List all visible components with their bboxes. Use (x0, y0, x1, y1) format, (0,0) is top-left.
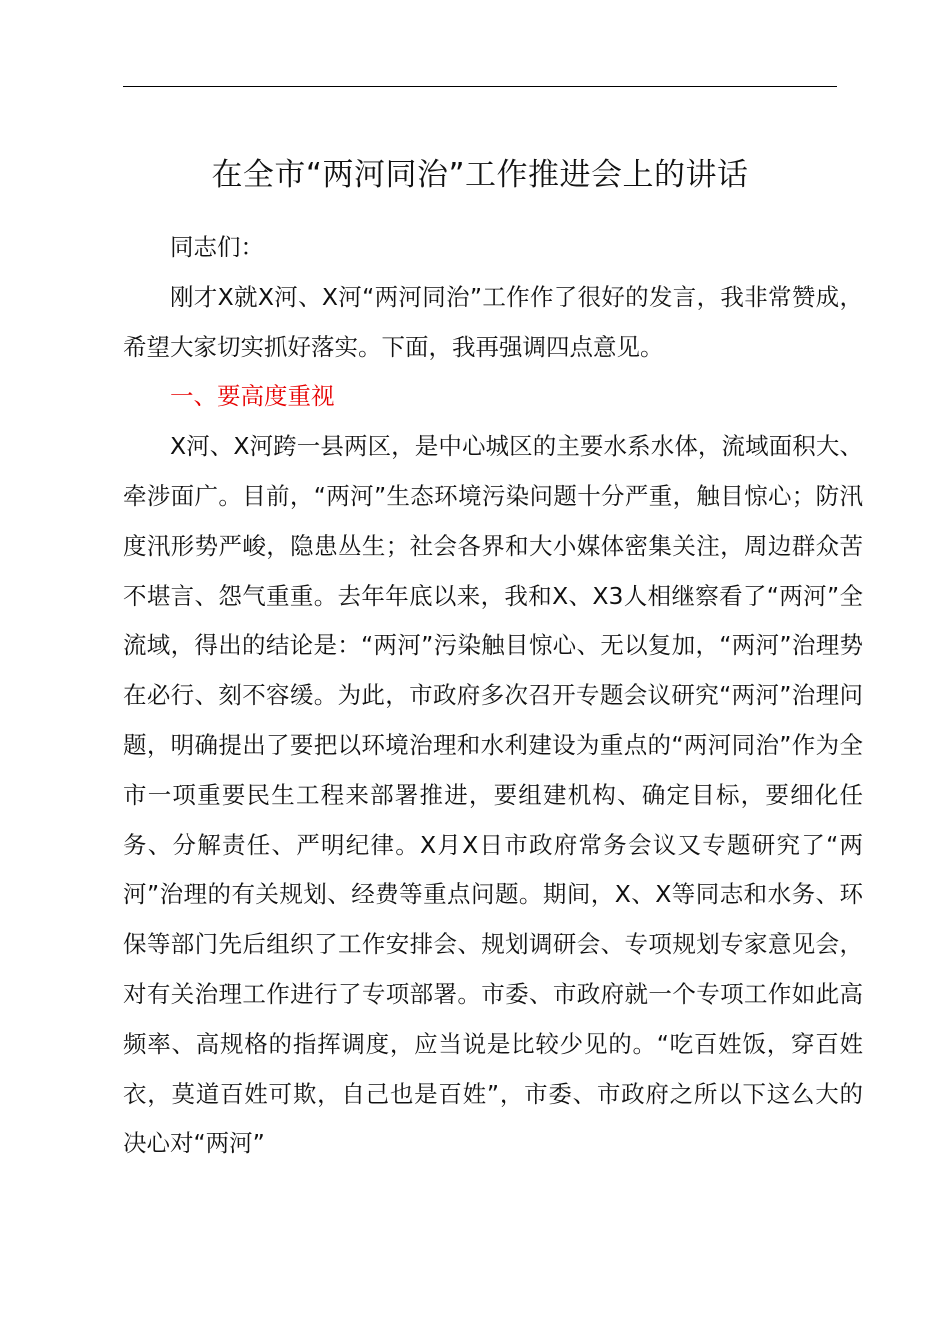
section-heading: 一、要高度重视 (170, 382, 335, 411)
section-paragraph: X河、X河跨一县两区，是中心城区的主要水系水体，流域面积大、牵涉面广。目前，“两河”生态环境污染问题十分严重，触目惊心；防汛度汛形势严峻，隐患丛生；社会各界和大小媒体密集关注，周边群众苦不堪言、怨气重重。去年年底以来，我和X、X3人相继察看了“两河”全流域，得出的结论是：“两河”污染触目惊心、无以复加，“两河”治理势在必行、刻不容缓。为此，市政府多次召开专题会议研究“两河”治理问题，明确提出了要把以环境治理和水利建设为重点的“两河同治”作为全市一项重要民生工程来部署推进，要组建机构、确定目标，要细化任务、分解责任、严明纪律。X月X日市政府常务会议又专题研究了“两河”治理的有关规划、经费等重点问题。期间，X、X等同志和水务、环保等部门先后组织了工作安排会、规划调研会、专项规划专家意见会，对有关治理工作进行了专项部署。市委、市政府就一个专项工作如此高频率、高规格的指挥调度，应当说是比较少见的。“吃百姓饭，穿百姓衣，莫道百姓可欺，自己也是百姓”，市委、市政府之所以下这么大的决心对“两河” (123, 432, 863, 1158)
salutation: 同志们： (170, 233, 264, 261)
document-body (123, 223, 863, 1169)
header-rule (123, 86, 837, 87)
intro-paragraph: 刚才X就X河、X河“两河同治”工作作了很好的发言，我非常赞成，希望大家切实抓好落实。下面，我再强调四点意见。 (123, 282, 863, 361)
document-title: 在全市“两河同治”工作推进会上的讲话 (211, 157, 749, 193)
